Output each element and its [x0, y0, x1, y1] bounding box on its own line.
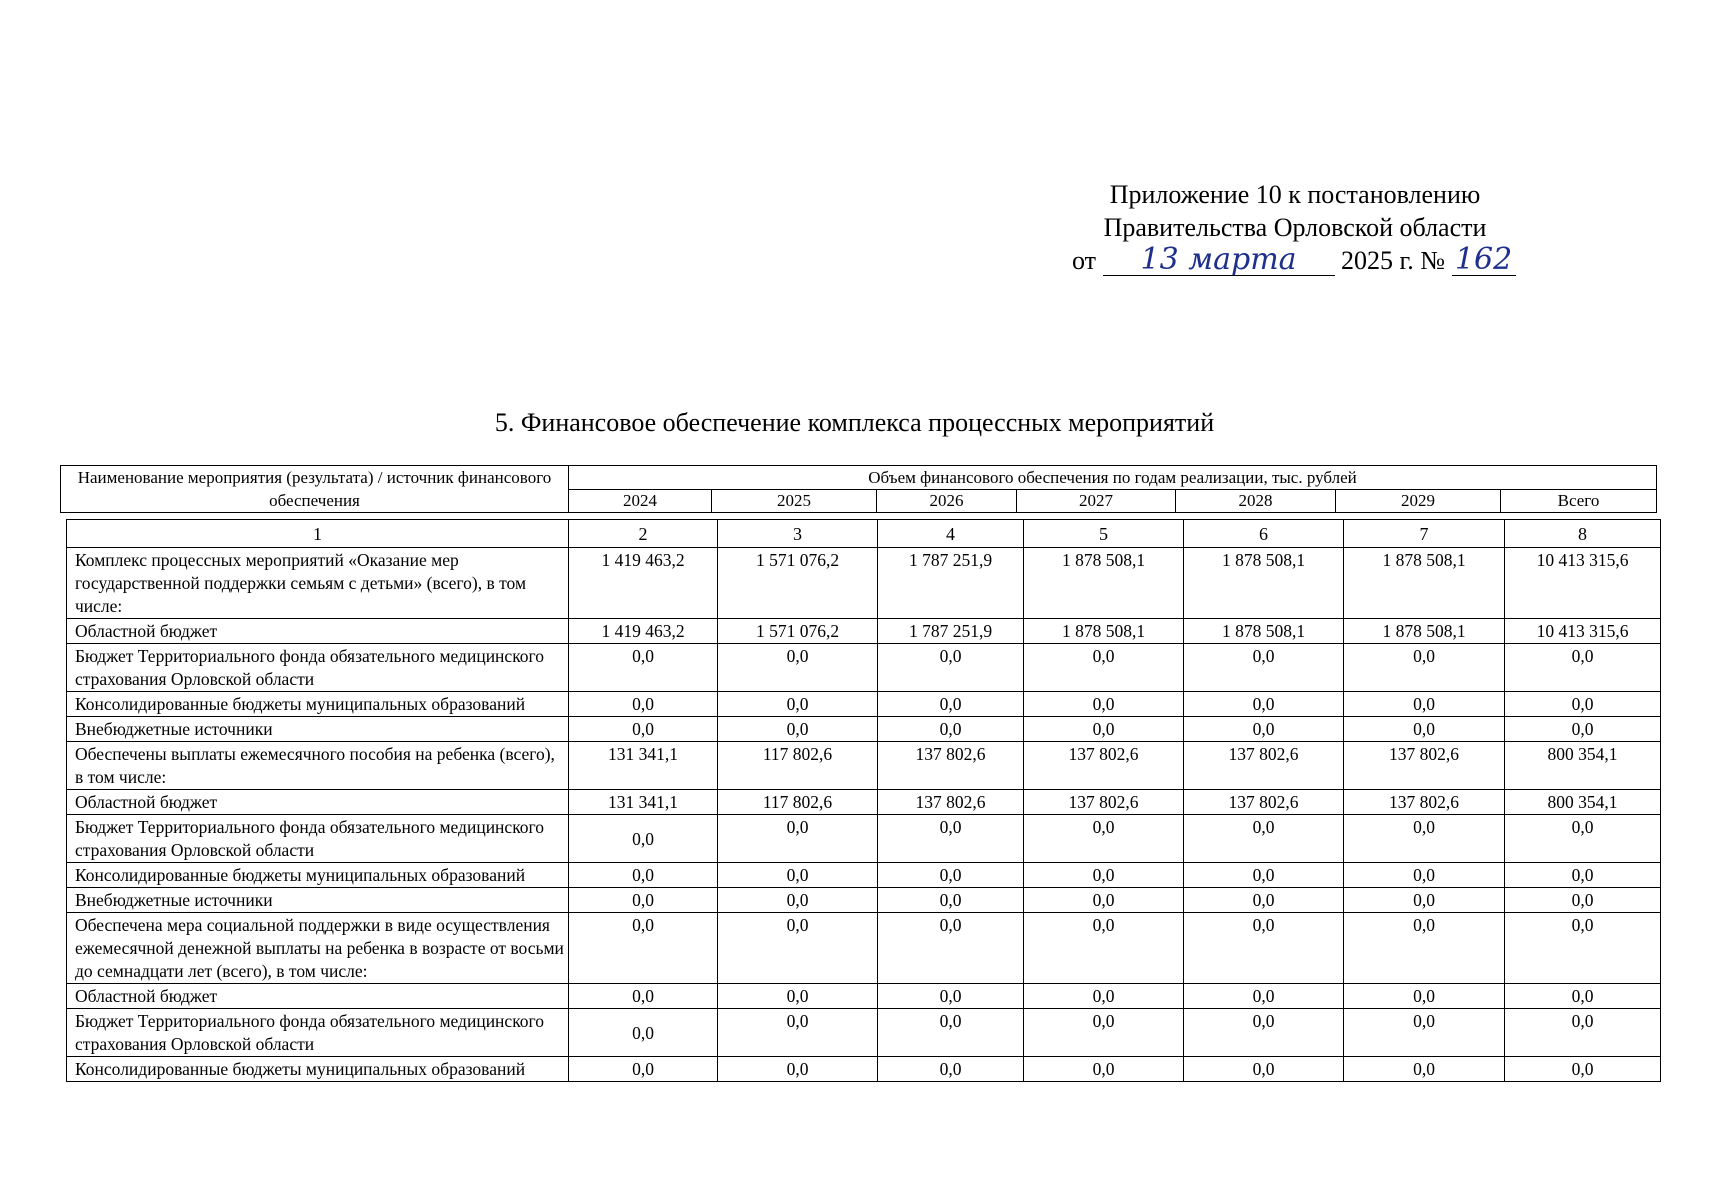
row-value: 0,0 [878, 692, 1024, 717]
row-value: 0,0 [878, 717, 1024, 742]
row-label: Комплекс процессных мероприятий «Оказание мер государственной поддержки семьям с детьми» (всего), в том числе: [67, 548, 569, 619]
row-value: 0,0 [1024, 888, 1184, 913]
row-total: 0,0 [1505, 984, 1661, 1009]
row-value: 0,0 [1184, 863, 1344, 888]
row-value: 0,0 [569, 644, 718, 692]
row-total: 0,0 [1505, 1009, 1661, 1057]
row-value: 1 878 508,1 [1024, 548, 1184, 619]
table-row [67, 888, 1661, 913]
handwritten-date: 13 марта [1103, 245, 1335, 276]
row-value: 131 341,1 [569, 742, 718, 790]
row-total: 800 354,1 [1505, 742, 1661, 790]
row-value: 0,0 [569, 863, 718, 888]
row-value: 0,0 [1344, 863, 1505, 888]
column-number: 6 [1184, 520, 1344, 548]
row-value: 0,0 [1344, 692, 1505, 717]
row-value: 0,0 [718, 913, 878, 984]
row-total: 0,0 [1505, 863, 1661, 888]
column-number: 7 [1344, 520, 1505, 548]
table-row [67, 1009, 1661, 1057]
row-total: 10 413 315,6 [1505, 619, 1661, 644]
row-value: 0,0 [1024, 692, 1184, 717]
row-value: 1 878 508,1 [1344, 548, 1505, 619]
row-label: Областной бюджет [67, 984, 569, 1009]
year-header: 2026 [877, 489, 1017, 513]
column-number-row [67, 520, 1661, 548]
financing-table [66, 519, 1661, 1082]
row-label: Консолидированные бюджеты муниципальных образований [67, 1057, 569, 1082]
row-value: 0,0 [1344, 644, 1505, 692]
row-value: 137 802,6 [878, 742, 1024, 790]
year-text: 2025 г. № [1341, 246, 1446, 275]
row-value: 1 419 463,2 [569, 548, 718, 619]
row-value: 0,0 [1184, 1057, 1344, 1082]
row-value: 0,0 [1344, 888, 1505, 913]
row-value: 1 878 508,1 [1024, 619, 1184, 644]
row-total: 0,0 [1505, 913, 1661, 984]
row-value: 0,0 [1184, 644, 1344, 692]
table-row [67, 984, 1661, 1009]
table-row [67, 742, 1661, 790]
row-value: 0,0 [718, 1057, 878, 1082]
row-total: 0,0 [1505, 815, 1661, 863]
appendix-header [1060, 178, 1530, 277]
appendix-line-3 [1060, 244, 1530, 277]
row-value: 1 878 508,1 [1344, 619, 1505, 644]
row-value: 0,0 [718, 815, 878, 863]
row-value: 131 341,1 [569, 790, 718, 815]
year-header: 2024 [569, 489, 712, 513]
row-total: 10 413 315,6 [1505, 548, 1661, 619]
row-label: Областной бюджет [67, 790, 569, 815]
column-number: 1 [67, 520, 569, 548]
year-header: 2029 [1336, 489, 1501, 513]
row-total: 0,0 [1505, 1057, 1661, 1082]
year-header: 2027 [1017, 489, 1176, 513]
table-row [67, 644, 1661, 692]
row-total: 800 354,1 [1505, 790, 1661, 815]
row-total: 0,0 [1505, 644, 1661, 692]
row-label: Внебюджетные источники [67, 888, 569, 913]
table-row [67, 692, 1661, 717]
row-total: 0,0 [1505, 692, 1661, 717]
row-value: 1 571 076,2 [718, 548, 878, 619]
row-value: 0,0 [1184, 717, 1344, 742]
table-row [67, 790, 1661, 815]
row-value: 0,0 [878, 863, 1024, 888]
section-title: 5. Финансовое обеспечение комплекса процессных мероприятий [494, 408, 1215, 437]
row-value: 117 802,6 [718, 790, 878, 815]
row-value: 0,0 [1024, 863, 1184, 888]
appendix-line-2: Правительства Орловской области [1103, 213, 1487, 242]
row-value: 0,0 [718, 1009, 878, 1057]
row-value: 0,0 [1344, 1009, 1505, 1057]
row-value: 137 802,6 [1344, 742, 1505, 790]
row-value: 0,0 [1024, 1009, 1184, 1057]
row-total: 0,0 [1505, 888, 1661, 913]
row-value: 0,0 [1024, 984, 1184, 1009]
row-value: 0,0 [718, 717, 878, 742]
row-value: 1 787 251,9 [878, 619, 1024, 644]
row-value: 0,0 [878, 984, 1024, 1009]
date-prefix: от [1072, 246, 1097, 275]
row-value: 0,0 [718, 888, 878, 913]
row-value: 1 419 463,2 [569, 619, 718, 644]
row-value: 0,0 [1344, 913, 1505, 984]
row-value: 0,0 [1184, 984, 1344, 1009]
row-value: 1 878 508,1 [1184, 619, 1344, 644]
row-value: 137 802,6 [1344, 790, 1505, 815]
row-value: 0,0 [569, 717, 718, 742]
handwritten-number: 162 [1452, 245, 1516, 276]
column-number: 4 [878, 520, 1024, 548]
table-header [60, 465, 1657, 513]
column-number: 3 [718, 520, 878, 548]
row-value: 0,0 [718, 644, 878, 692]
row-label: Обеспечены выплаты ежемесячного пособия на ребенка (всего), в том числе: [67, 742, 569, 790]
appendix-line-1: Приложение 10 к постановлению [1109, 180, 1481, 209]
row-value: 0,0 [878, 888, 1024, 913]
row-label: Консолидированные бюджеты муниципальных образований [67, 863, 569, 888]
name-column-header: Наименование мероприятия (результата) / источник финансового обеспечения [61, 466, 569, 513]
row-total: 0,0 [1505, 717, 1661, 742]
row-value: 1 878 508,1 [1184, 548, 1344, 619]
row-value: 0,0 [878, 1009, 1024, 1057]
row-value: 0,0 [569, 815, 718, 863]
row-value: 137 802,6 [1024, 790, 1184, 815]
row-value: 0,0 [1344, 815, 1505, 863]
row-value: 0,0 [718, 692, 878, 717]
row-label: Бюджет Территориального фонда обязательного медицинского страхования Орловской области [67, 644, 569, 692]
column-number: 5 [1024, 520, 1184, 548]
row-value: 0,0 [878, 913, 1024, 984]
table-row [67, 548, 1661, 619]
row-value: 0,0 [718, 863, 878, 888]
row-value: 0,0 [718, 984, 878, 1009]
row-label: Обеспечена мера социальной поддержки в виде осуществления ежемесячной денежной выплаты на ребенка в возрасте от восьми до семнадцати лет (всего), в том числе: [67, 913, 569, 984]
row-label: Консолидированные бюджеты муниципальных образований [67, 692, 569, 717]
row-value: 0,0 [1024, 1057, 1184, 1082]
column-number: 2 [569, 520, 718, 548]
column-number: 8 [1505, 520, 1661, 548]
row-value: 0,0 [569, 913, 718, 984]
year-header: 2025 [712, 489, 877, 513]
row-value: 137 802,6 [1184, 742, 1344, 790]
row-label: Бюджет Территориального фонда обязательного медицинского страхования Орловской области [67, 815, 569, 863]
row-value: 0,0 [878, 1057, 1024, 1082]
row-value: 0,0 [878, 644, 1024, 692]
row-value: 137 802,6 [1184, 790, 1344, 815]
row-value: 0,0 [1184, 888, 1344, 913]
row-value: 0,0 [1024, 717, 1184, 742]
row-value: 0,0 [569, 1057, 718, 1082]
row-value: 0,0 [569, 1009, 718, 1057]
row-value: 0,0 [1024, 913, 1184, 984]
table-row [67, 913, 1661, 984]
row-value: 0,0 [1344, 984, 1505, 1009]
row-value: 0,0 [1184, 1009, 1344, 1057]
row-value: 0,0 [569, 692, 718, 717]
year-header: 2028 [1176, 489, 1336, 513]
row-value: 1 571 076,2 [718, 619, 878, 644]
row-value: 0,0 [569, 888, 718, 913]
row-value: 0,0 [569, 984, 718, 1009]
total-header: Всего [1501, 489, 1657, 513]
row-value: 137 802,6 [878, 790, 1024, 815]
table-row [67, 619, 1661, 644]
row-value: 0,0 [1184, 815, 1344, 863]
row-value: 0,0 [1184, 913, 1344, 984]
table-row [67, 1057, 1661, 1082]
row-value: 117 802,6 [718, 742, 878, 790]
table-row [67, 863, 1661, 888]
row-value: 0,0 [1024, 815, 1184, 863]
row-value: 1 787 251,9 [878, 548, 1024, 619]
row-value: 0,0 [1344, 1057, 1505, 1082]
row-value: 0,0 [878, 815, 1024, 863]
volume-column-header: Объем финансового обеспечения по годам реализации, тыс. рублей [569, 466, 1657, 490]
row-label: Областной бюджет [67, 619, 569, 644]
table-row [67, 815, 1661, 863]
row-label: Бюджет Территориального фонда обязательного медицинского страхования Орловской области [67, 1009, 569, 1057]
row-value: 0,0 [1024, 644, 1184, 692]
row-value: 0,0 [1184, 692, 1344, 717]
row-value: 137 802,6 [1024, 742, 1184, 790]
row-value: 0,0 [1344, 717, 1505, 742]
row-label: Внебюджетные источники [67, 717, 569, 742]
table-row [67, 717, 1661, 742]
